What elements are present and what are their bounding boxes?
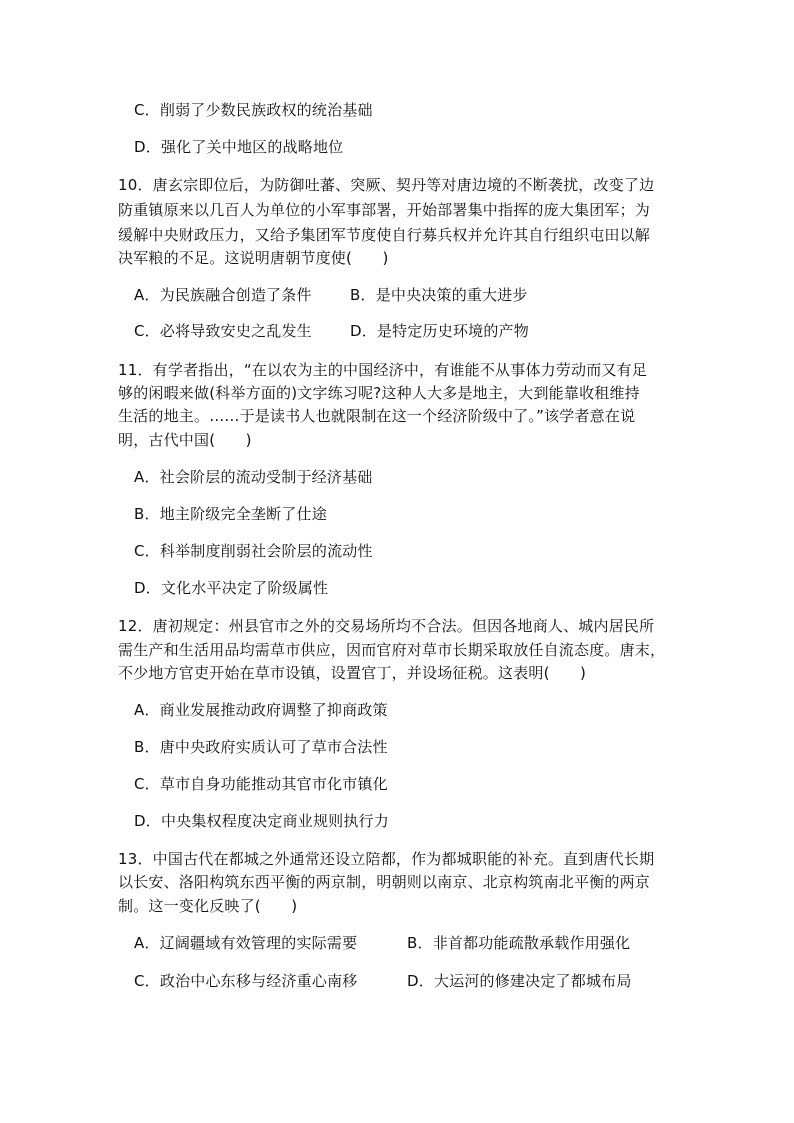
q13-option-c: C．政治中心东移与经济重心南移 bbox=[134, 972, 358, 990]
q10-stem-line: 防重镇原来以几百人为单位的小军事部署，开始部署集中指挥的庞大集团军；为 bbox=[118, 201, 651, 219]
q12-option-d: D．中央集权程度决定商业规则执行力 bbox=[134, 812, 389, 830]
q9-option-d: D．强化了关中地区的战略地位 bbox=[134, 138, 344, 156]
q13-option-d: D．大运河的修建决定了都城布局 bbox=[407, 972, 632, 990]
q9-option-c: C．削弱了少数民族政权的统治基础 bbox=[134, 101, 373, 119]
q13-option-a: A．辽阔疆域有效管理的实际需要 bbox=[134, 934, 358, 952]
q11-option-b: B．地主阶级完全垄断了仕途 bbox=[134, 505, 327, 523]
q10-option-c: C．必将导致安史之乱发生 bbox=[134, 322, 312, 340]
q10-option-a: A．为民族融合创造了条件 bbox=[134, 286, 312, 304]
q13-option-b: B．非首都功能疏散承载作用强化 bbox=[407, 934, 631, 952]
q11-option-d: D．文化水平决定了阶级属性 bbox=[134, 579, 329, 597]
q12-option-c: C．草市自身功能推动其官市化市镇化 bbox=[134, 775, 388, 793]
q12-option-b: B．唐中央政府实质认可了草市合法性 bbox=[134, 738, 388, 756]
q10-option-d: D．是特定历史环境的产物 bbox=[350, 322, 529, 340]
q11-stem-line: 明，古代中国( ) bbox=[118, 431, 252, 449]
q12-stem-line: 不少地方官吏开始在草市设镇，设置官丁，并设场征税。这表明( ) bbox=[118, 664, 587, 682]
q10-stem-line: 10．唐玄宗即位后，为防御吐蕃、突厥、契丹等对唐边境的不断袭扰，改变了边 bbox=[118, 176, 655, 194]
q10-stem-line: 缓解中央财政压力，又给予集团军节度使自行募兵权并允许其自行组织屯田以解 bbox=[118, 226, 651, 244]
q10-stem-line: 决军粮的不足。这说明唐朝节度使( ) bbox=[118, 249, 389, 267]
q11-stem-line: 够的闲暇来做(科举方面的)文字练习呢?这种人大多是地主，大到能靠收租维持 bbox=[118, 384, 640, 402]
q12-option-a: A．商业发展推动政府调整了抑商政策 bbox=[134, 701, 388, 719]
q13-stem-line: 以长安、洛阳构筑东西平衡的两京制，明朝则以南京、北京构筑南北平衡的两京 bbox=[118, 873, 651, 891]
q11-stem-line: 生活的地主。……于是读书人也就限制在这一个经济阶级中了。”该学者意在说 bbox=[118, 407, 636, 425]
q11-stem-line: 11．有学者指出，“在以农为主的中国经济中，有谁能不从事体力劳动而又有足 bbox=[118, 361, 648, 379]
q10-option-b: B．是中央决策的重大进步 bbox=[350, 286, 528, 304]
q11-option-a: A．社会阶层的流动受制于经济基础 bbox=[134, 468, 373, 486]
q11-option-c: C．科举制度削弱社会阶层的流动性 bbox=[134, 542, 373, 560]
q13-stem-line: 13．中国古代在都城之外通常还设立陪都，作为都城职能的补充。直到唐代长期 bbox=[118, 850, 655, 868]
q12-stem-line: 需生产和生活用品均需草市供应，因而官府对草市长期采取放任自流态度。唐末， bbox=[118, 641, 666, 659]
q12-stem-line: 12．唐初规定：州县官市之外的交易场所均不合法。但因各地商人、城内居民所 bbox=[118, 617, 655, 635]
q13-stem-line: 制。这一变化反映了( ) bbox=[118, 897, 298, 915]
